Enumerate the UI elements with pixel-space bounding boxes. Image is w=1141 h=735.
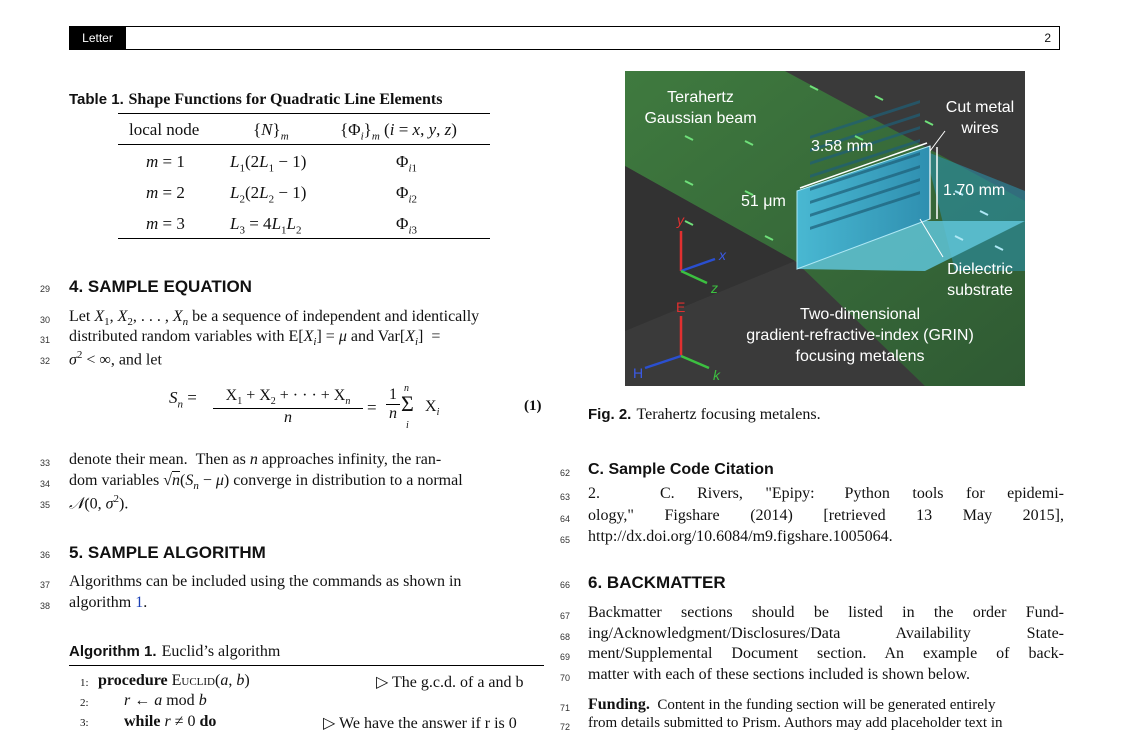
line-number: 64 bbox=[560, 514, 571, 524]
sec4-line-1: Let $X_1$, $X_2$, . . . , $X_n$ be a sequence of independent and identically bbox=[69, 308, 480, 329]
algorithm-caption: Algorithm 1. Euclid’s algorithm bbox=[69, 643, 281, 660]
algorithm-line-number: 3: bbox=[80, 717, 89, 729]
sec6-line-1: Backmatter sections should be listed in the order Fund- bbox=[588, 604, 1064, 621]
sum-upper: n bbox=[404, 383, 409, 394]
line-number: 67 bbox=[560, 611, 571, 621]
table-cell-n-1: $L_1(2L_1 - 1)$ bbox=[230, 152, 307, 175]
equation-equals: = bbox=[367, 398, 377, 417]
funding-line-1: Funding. Content in the funding section will be generated entirely bbox=[588, 696, 996, 713]
section-4-heading: 4. SAMPLE EQUATION bbox=[69, 277, 252, 296]
equation-1: $S_n$ = bbox=[169, 388, 197, 411]
axis-h-label: H bbox=[633, 365, 644, 381]
line-number: 32 bbox=[40, 356, 51, 366]
equation-number: (1) bbox=[524, 398, 542, 414]
label-terahertz-beam: Terahertz Gaussian beam bbox=[644, 89, 757, 127]
label-dielectric-substrate: Dielectric substrate bbox=[947, 261, 1013, 299]
sum-symbol: Σ bbox=[401, 391, 414, 416]
label-width: 3.58 mm bbox=[811, 138, 874, 155]
table-cell-phi-2: $\Phi_{i2}$ bbox=[396, 183, 417, 206]
section-5-heading: 5. SAMPLE ALGORITHM bbox=[69, 543, 266, 562]
table-cell-n-2: $L_2(2L_2 - 1)$ bbox=[230, 183, 307, 206]
line-number: 33 bbox=[40, 458, 51, 468]
line-number: 65 bbox=[560, 535, 571, 545]
page-number: 2 bbox=[1044, 31, 1051, 45]
axis-x-label: x bbox=[719, 247, 726, 263]
algorithm-line-3: while r ≠ 0 do bbox=[124, 713, 217, 730]
line-number: 66 bbox=[560, 580, 571, 590]
secC-line-2: ology," Figshare (2014) [retrieved 13 May 2015], bbox=[588, 507, 1064, 524]
algorithm-line-number: 2: bbox=[80, 697, 89, 709]
table-cell-node-1: m = 1 bbox=[146, 152, 185, 171]
line-number: 69 bbox=[560, 652, 571, 662]
secC-line-1: 2. C. Rivers, "Epipy: Python tools for epidemi- bbox=[588, 485, 1064, 502]
equation-fraction-1: $X_1 + X_2$ + · · · + $X_n$ n bbox=[213, 387, 363, 427]
figure-2-caption: Fig. 2. Terahertz focusing metalens. bbox=[588, 406, 821, 423]
axis-k-label: k bbox=[713, 367, 720, 383]
axis-h-arrow bbox=[645, 356, 681, 368]
table-caption: Table 1. Shape Functions for Quadratic Line Elements bbox=[69, 91, 443, 108]
table-header-phi: $\{\Phi_i\}_m$ (i = x, y, z) bbox=[340, 120, 457, 143]
funding-line-2: from details submitted to Prism. Authors may add placeholder text in bbox=[588, 715, 1003, 731]
sec4-line-5: dom variables $√n(S_n - \mu)$ converge in distribution to a normal bbox=[69, 472, 463, 493]
table-cell-n-3: $L_3 = 4L_1L_2$ bbox=[230, 214, 302, 237]
header-bar bbox=[69, 26, 1060, 50]
equation-fraction-2: 1 n bbox=[386, 386, 400, 423]
algorithm-comment-3: ▷ We have the answer if r is 0 bbox=[323, 715, 517, 732]
line-number: 68 bbox=[560, 632, 571, 642]
label-gap: 51 μm bbox=[741, 193, 786, 210]
sum-lower: i bbox=[406, 420, 409, 431]
figure-2-metalens bbox=[625, 71, 1025, 386]
sec4-line-2: distributed random variables with $E[X_i] = \mu$ and $Var[X_i]$ = bbox=[69, 328, 441, 349]
header-label: Letter bbox=[69, 26, 126, 50]
table-header-n: $\{N\}_m$ bbox=[253, 120, 289, 143]
algorithm-comment-1: ▷ The g.c.d. of a and b bbox=[376, 674, 524, 691]
label-cut-metal-wires: Cut metal wires bbox=[945, 99, 1015, 137]
sec6-line-3: ment/Supplemental Document section. An example of back- bbox=[588, 645, 1064, 662]
equation-xi: $X_i$ bbox=[425, 398, 440, 419]
line-number: 35 bbox=[40, 500, 51, 510]
algorithm-top-rule bbox=[69, 665, 544, 666]
table-cell-node-2: m = 2 bbox=[146, 183, 185, 202]
line-number: 31 bbox=[40, 335, 51, 345]
axis-e-label: E bbox=[676, 299, 686, 315]
sec4-line-4: denote their mean. Then as n approaches infinity, the ran- bbox=[69, 451, 442, 468]
sec5-line-1: Algorithms can be included using the commands as shown in bbox=[69, 573, 462, 590]
line-number: 72 bbox=[560, 722, 571, 732]
algorithm-ref-link[interactable]: 1 bbox=[135, 594, 144, 611]
table-header-local-node: local node bbox=[129, 120, 200, 139]
label-height: 1.70 mm bbox=[943, 182, 1006, 199]
line-number: 37 bbox=[40, 580, 51, 590]
sec4-line-3: $\sigma^2$ < ∞, and let bbox=[69, 349, 162, 369]
line-number: 30 bbox=[40, 315, 51, 325]
axis-z-label: z bbox=[711, 280, 718, 296]
line-number: 71 bbox=[560, 703, 571, 713]
sec4-line-6: 𝒩(0, $\sigma^2$). bbox=[69, 493, 129, 513]
algorithm-line-1: procedure Euclid(a, b) bbox=[98, 672, 250, 689]
line-number: 34 bbox=[40, 479, 51, 489]
table-cell-phi-3: $\Phi_{i3}$ bbox=[396, 214, 417, 237]
section-c-heading: C. Sample Code Citation bbox=[588, 461, 774, 478]
line-number: 62 bbox=[560, 468, 571, 478]
algorithm-line-2: r ← a mod b bbox=[124, 692, 207, 709]
line-number: 63 bbox=[560, 492, 571, 502]
axis-y-label: y bbox=[677, 212, 684, 228]
line-number: 36 bbox=[40, 550, 51, 560]
table-cell-phi-1: $\Phi_{i1}$ bbox=[396, 152, 417, 175]
table-mid-rule bbox=[118, 144, 490, 145]
line-number: 70 bbox=[560, 673, 571, 683]
secC-doi-link[interactable]: http://dx.doi.org/10.6084/m9.figshare.1005064. bbox=[588, 528, 893, 545]
algorithm-line-number: 1: bbox=[80, 677, 89, 689]
sec6-line-4: matter with each of these sections included is shown below. bbox=[588, 666, 970, 683]
sec5-line-2: algorithm 1. bbox=[69, 594, 148, 611]
table-cell-node-3: m = 3 bbox=[146, 214, 185, 233]
label-grin-metalens: Two-dimensional gradient-refractive-index (GRIN) focusing metalens bbox=[746, 306, 974, 365]
table-top-rule bbox=[118, 113, 490, 114]
line-number: 29 bbox=[40, 284, 51, 294]
sec6-line-2: ing/Acknowledgment/Disclosures/Data Availability State- bbox=[588, 625, 1064, 642]
line-number: 38 bbox=[40, 601, 51, 611]
table-bottom-rule bbox=[118, 238, 490, 239]
axis-k-arrow bbox=[681, 356, 709, 368]
section-6-heading: 6. BACKMATTER bbox=[588, 573, 726, 592]
